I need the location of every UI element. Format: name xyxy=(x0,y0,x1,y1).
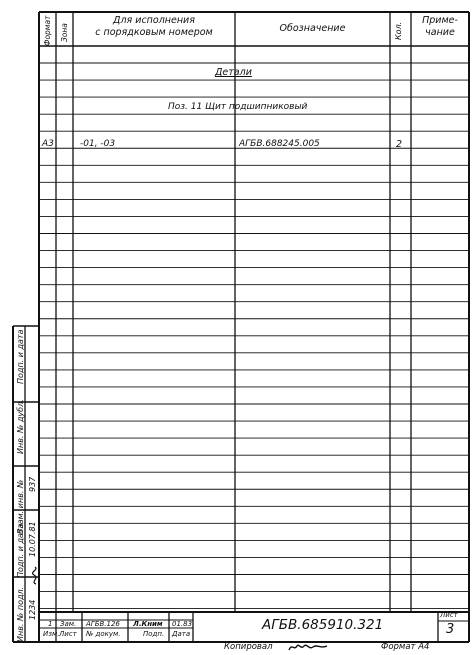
side-inv-original-value: 1234 xyxy=(28,599,37,620)
side-sign-date-value: 10.07.81 xyxy=(28,521,37,557)
tb-sign-name: Л.Кним xyxy=(133,620,163,628)
footer-copied: Копировал xyxy=(224,642,273,652)
side-sign-date-top: Подп. и дата xyxy=(16,329,25,384)
tb-sheet-label: Лист xyxy=(440,611,458,619)
tb-label-date: Дата xyxy=(172,630,191,638)
tb-change-date: 01.83 xyxy=(172,620,193,628)
side-signature-mark xyxy=(26,564,46,586)
tb-designation: АГБВ.685910.321 xyxy=(262,617,384,633)
side-dup-inv: Инв. № дубл. xyxy=(16,399,25,454)
side-inv-original: Инв. № подл. xyxy=(16,586,25,642)
row-quantity: 2 xyxy=(396,139,403,150)
header-designation: Обозначение xyxy=(279,23,346,34)
section-title: Детали xyxy=(215,67,252,78)
side-sign-date: Подп. и дата xyxy=(16,523,25,578)
header-zone: Зона xyxy=(60,23,69,42)
tb-label-sheet: Лист xyxy=(59,630,77,638)
row-designation: АГБВ.688245.005 xyxy=(239,139,320,149)
tb-change-type: Зам. xyxy=(60,620,77,628)
header-quantity: Кол. xyxy=(394,21,403,40)
footer-copied-signature xyxy=(287,641,329,653)
tb-label-change: Изм. xyxy=(43,630,60,638)
tb-change-no: 1 xyxy=(48,620,53,628)
tb-sheet-no: 3 xyxy=(446,622,455,637)
header-execution: Для исполнения с порядковым номером xyxy=(95,15,213,38)
side-inv-instead-value: 937 xyxy=(28,476,37,492)
row-format: А3 xyxy=(42,139,54,149)
tb-doc-no: АГБВ.126 xyxy=(86,620,120,628)
header-note: Приме- чание xyxy=(422,15,458,38)
footer-format: Формат А4 xyxy=(381,642,430,652)
header-format: Формат xyxy=(43,15,52,46)
tb-label-doc: № докум. xyxy=(86,630,121,638)
position-title: Поз. 11 Щит подшипниковый xyxy=(168,102,308,112)
side-inv-instead: Взам. инв. № xyxy=(16,479,25,534)
row-execution: -01, -03 xyxy=(80,139,116,149)
tb-label-sign: Подп. xyxy=(143,630,165,638)
